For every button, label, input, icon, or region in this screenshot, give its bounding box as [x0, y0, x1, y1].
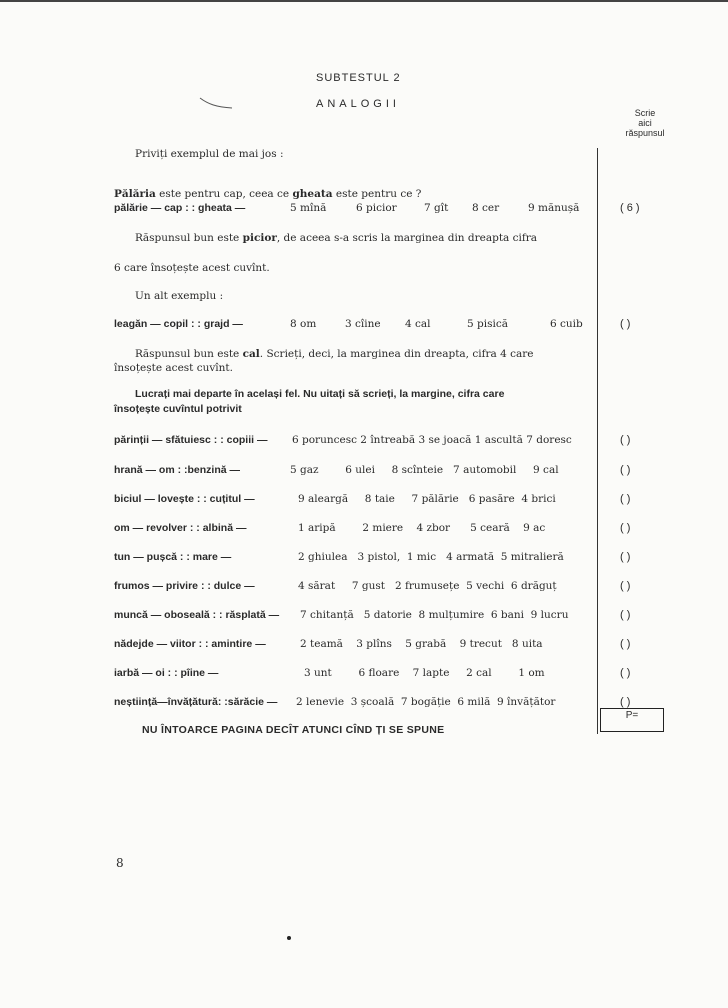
example1-option: 5 mînă [290, 202, 327, 214]
item-options: 2 ghiulea 3 pistol, 1 mic 4 armată 5 mitralieră [298, 551, 564, 563]
explanation2-line1 [135, 348, 534, 360]
example1-option: 9 mănușă [528, 202, 580, 214]
item-answer-slot[interactable]: ( ) [620, 551, 631, 563]
expl1-text: Răspunsul bun este [135, 232, 243, 244]
expl2-text-b: . Scrieți, deci, la marginea din dreapta, cifra 4 care [259, 348, 534, 360]
example1-option: 6 picior [356, 202, 397, 214]
item-options: 3 unt 6 floare 7 lapte 2 cal 1 om [304, 667, 545, 679]
example1-option: 8 cer [472, 202, 500, 214]
item-stem: biciul — lovește : : cuțitul — [114, 493, 255, 505]
explanation2-line2: însoțește acest cuvînt. [114, 362, 233, 374]
example1-answer: ( 6 ) [620, 202, 640, 214]
answer-column-header [600, 108, 690, 138]
item-answer-slot[interactable]: ( ) [620, 493, 631, 505]
example2-option: 6 cuib [550, 318, 583, 330]
item-answer-slot[interactable]: ( ) [620, 464, 631, 476]
question-end: este pentru ce ? [332, 188, 422, 200]
pen-stroke-mark [198, 96, 234, 110]
question-mid: este pentru cap, ceea ce [155, 188, 293, 200]
answer-column-divider [597, 148, 598, 734]
item-stem: tun — pușcă : : mare — [114, 551, 232, 563]
example1-option: 7 gît [424, 202, 449, 214]
another-example: Un alt exemplu : [135, 290, 224, 302]
instructions-line2: însoțește cuvîntul potrivit [114, 403, 242, 415]
intro-question [114, 188, 421, 200]
subtest-heading: SUBTESTUL 2 [316, 72, 401, 84]
answer-header-line-2: aici [638, 118, 652, 128]
item-options: 1 aripă 2 miere 4 zbor 5 ceară 9 ac [298, 522, 546, 534]
example1-stem: pălărie — cap : : gheata — [114, 202, 246, 214]
item-answer-slot[interactable]: ( ) [620, 434, 631, 446]
page-title: ANALOGII [316, 98, 400, 110]
score-box[interactable] [600, 708, 664, 732]
expl2-text: Răspunsul bun este [135, 348, 243, 360]
page-number: 8 [116, 856, 124, 870]
example2-option: 4 cal [405, 318, 431, 330]
item-answer-slot[interactable]: ( ) [620, 522, 631, 534]
question-bold-1: Pălăria [114, 188, 156, 200]
answer-header-line-3: răspunsul [625, 128, 665, 138]
item-options: 4 sărat 7 gust 2 frumusețe 5 vechi 6 drăguț [298, 580, 557, 592]
intro-look: Priviți exemplul de mai jos : [135, 148, 284, 160]
score-label: P= [625, 710, 639, 721]
item-options: 7 chitanță 5 datorie 8 mulțumire 6 bani 9 lucru [300, 609, 569, 621]
item-stem: părinții — sfătuiesc : : copiii — [114, 434, 268, 446]
item-options: 2 lenevie 3 școală 7 bogăție 6 milă 9 învățător [296, 696, 556, 708]
instructions-line1: Lucrați mai departe în același fel. Nu uitați să scrieți, la margine, cifra care [135, 388, 505, 400]
example2-stem: leagăn — copil : : grajd — [114, 318, 243, 330]
expl2-bold: cal [242, 348, 260, 360]
item-answer-slot[interactable]: ( ) [620, 696, 631, 708]
example2-option: 5 pisică [467, 318, 508, 330]
ink-dot [287, 936, 291, 940]
item-stem: iarbă — oi : : pîine — [114, 667, 219, 679]
expl1-bold: picior [242, 232, 277, 244]
item-options: 5 gaz 6 ulei 8 scînteie 7 automobil 9 cal [290, 464, 559, 476]
item-stem: om — revolver : : albină — [114, 522, 247, 534]
question-bold-2: gheata [292, 188, 333, 200]
item-stem: nădejde — viitor : : amintire — [114, 638, 266, 650]
example2-option: 3 cîine [345, 318, 381, 330]
item-stem: neștiință—învățătură: :sărăcie — [114, 696, 278, 708]
expl1-text-b: , de aceea s-a scris la marginea din dreapta cifra [276, 232, 538, 244]
item-options: 9 aleargă 8 taie 7 pălărie 6 pasăre 4 brici [298, 493, 556, 505]
item-options: 6 poruncesc 2 întreabă 3 se joacă 1 ascultă 7 doresc [292, 434, 572, 446]
item-answer-slot[interactable]: ( ) [620, 667, 631, 679]
item-options: 2 teamă 3 plîns 5 grabă 9 trecut 8 uita [300, 638, 543, 650]
answer-header-line-1: Scrie [634, 108, 656, 118]
item-stem: hrană — om : :benzină — [114, 464, 241, 476]
item-answer-slot[interactable]: ( ) [620, 638, 631, 650]
example2-option: 8 om [290, 318, 317, 330]
scan-top-edge [0, 0, 728, 2]
item-answer-slot[interactable]: ( ) [620, 580, 631, 592]
item-stem: muncă — oboseală : : răsplată — [114, 609, 280, 621]
example2-answer: ( ) [620, 318, 631, 330]
footer-warning: NU ÎNTOARCE PAGINA DECÎT ATUNCI CÎND ȚI SE SPUNE [142, 724, 445, 736]
item-stem: frumos — privire : : dulce — [114, 580, 255, 592]
explanation1-line2: 6 care însoțește acest cuvînt. [114, 262, 270, 274]
explanation1-line1 [135, 232, 537, 244]
item-answer-slot[interactable]: ( ) [620, 609, 631, 621]
